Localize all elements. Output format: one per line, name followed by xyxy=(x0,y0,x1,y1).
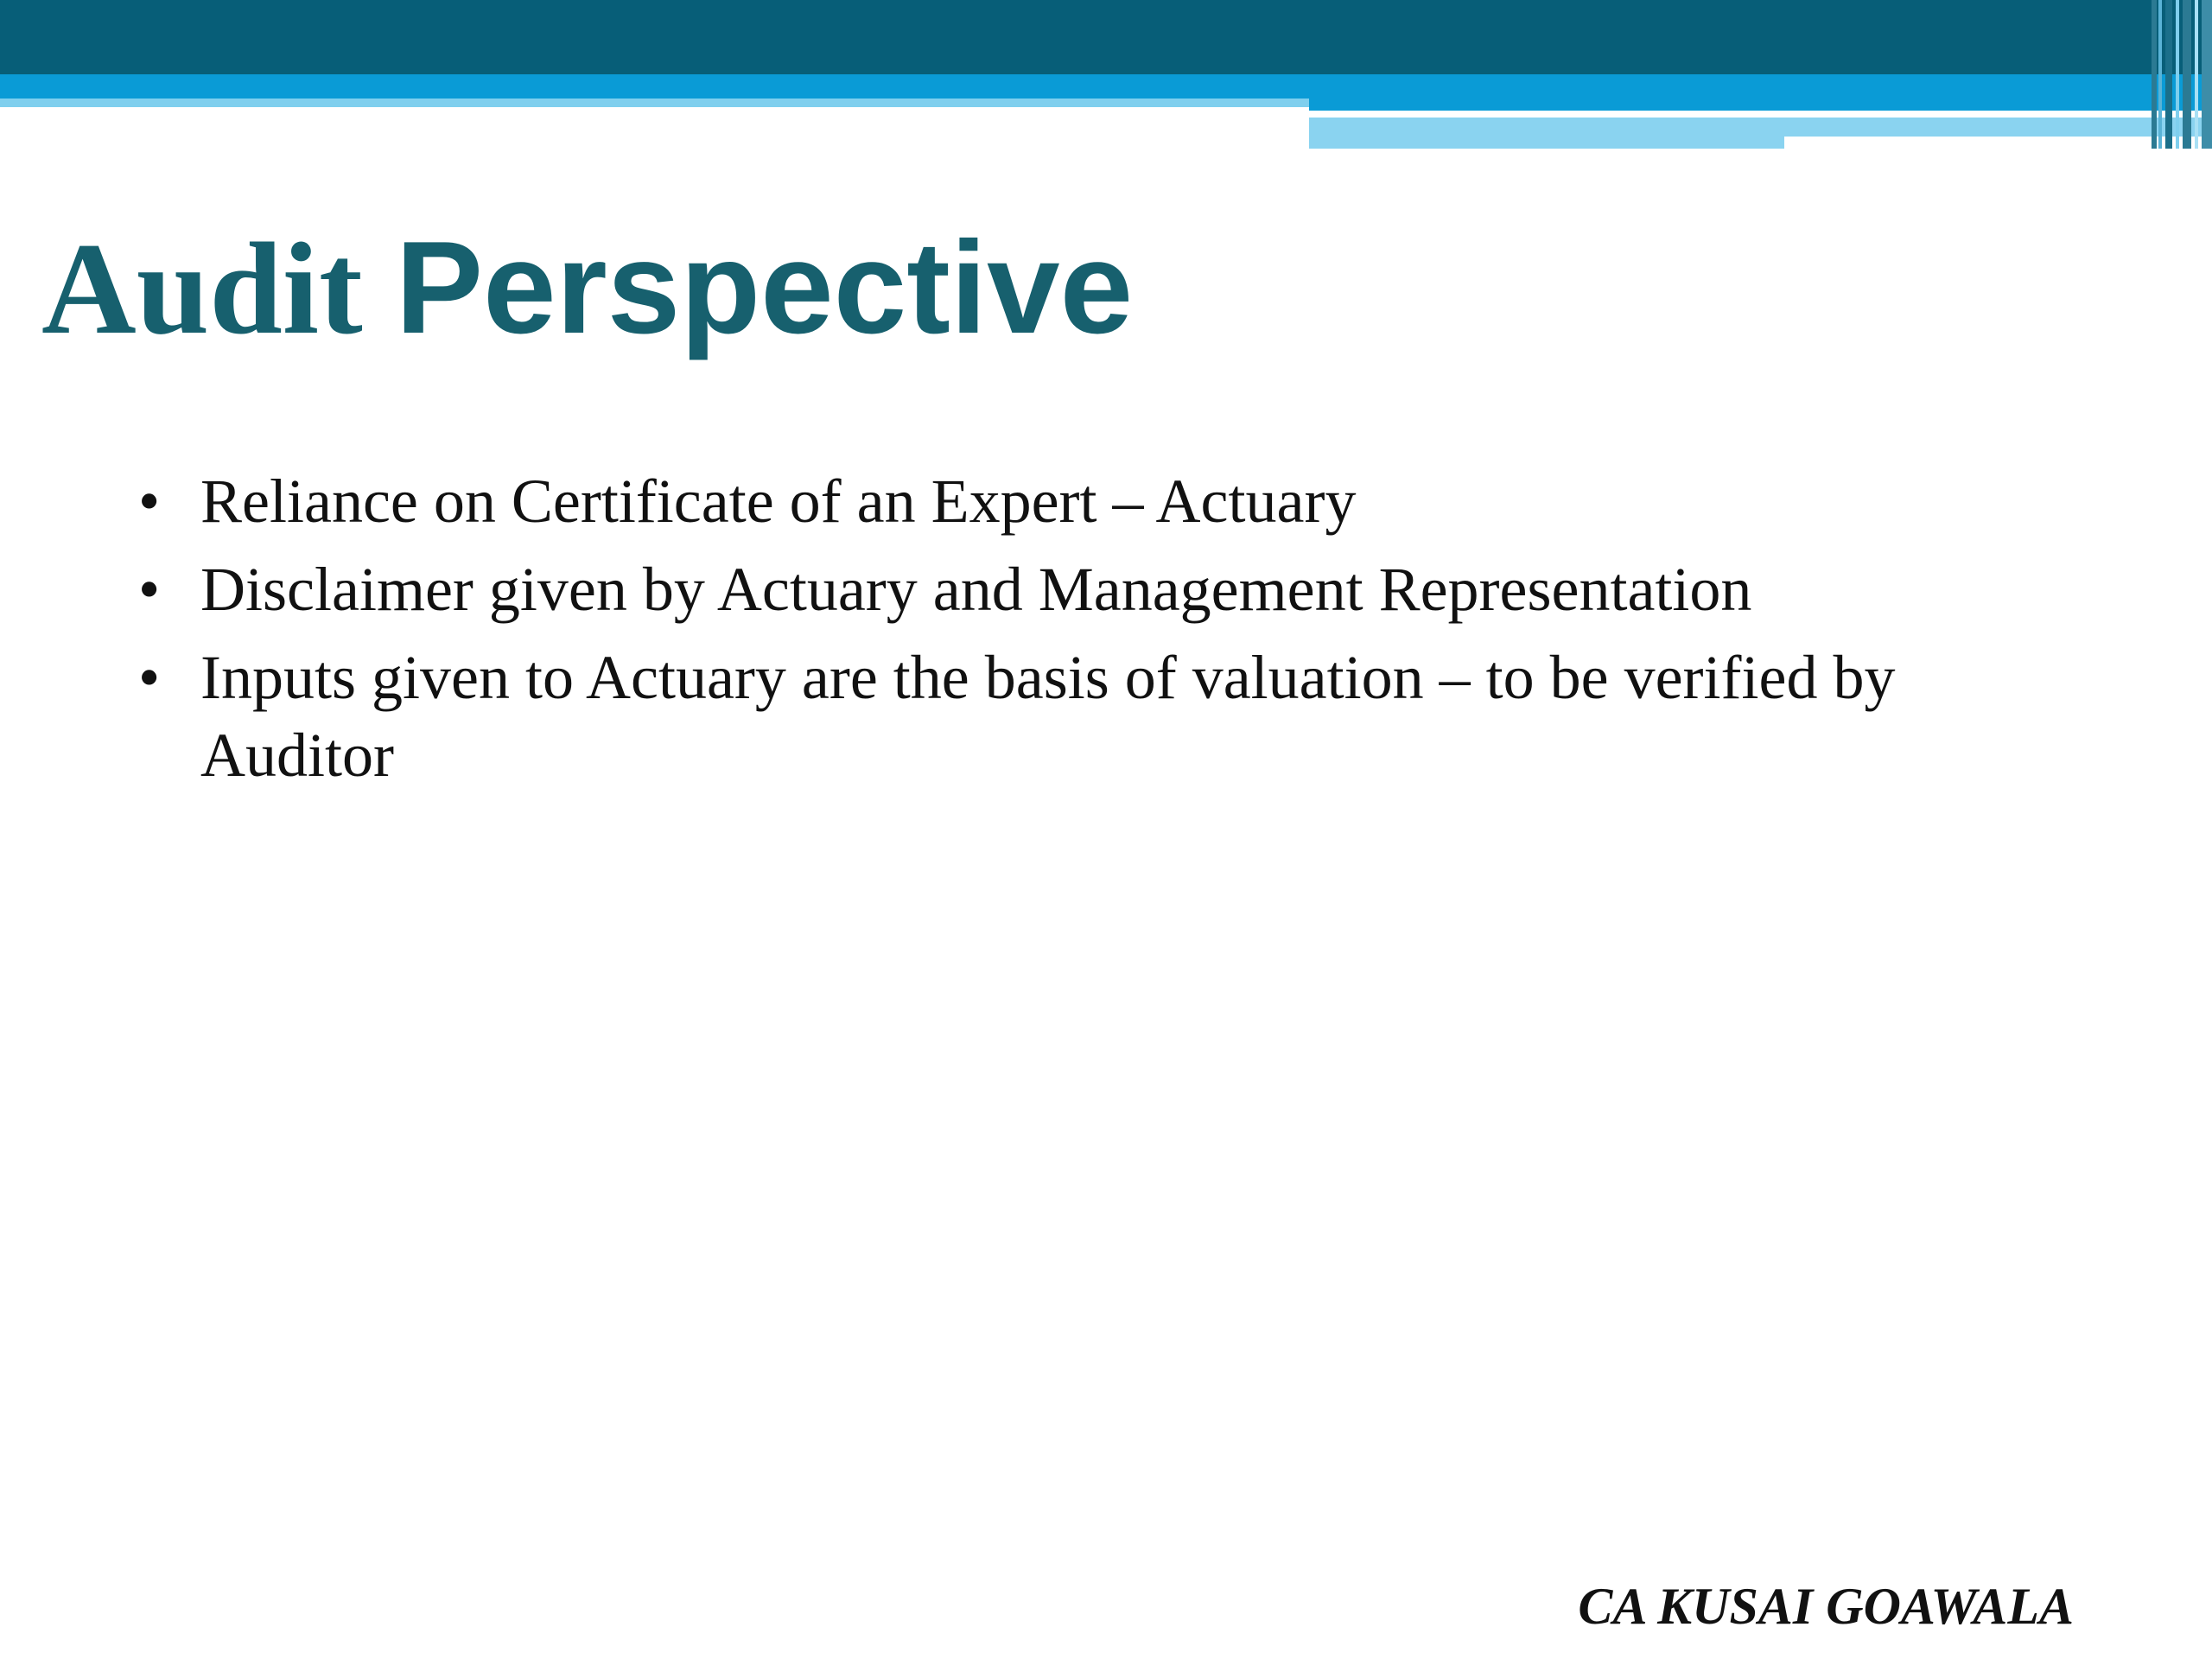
bullet-dot: • xyxy=(138,643,161,712)
header-stripe xyxy=(2165,0,2172,149)
slide-title-part2: Perspective xyxy=(395,214,1134,361)
header-stripe xyxy=(2183,0,2191,149)
bullet-item xyxy=(138,550,2039,628)
slide-title xyxy=(41,216,1133,361)
bullet-text: Reliance on Certificate of an Expert – Actuary xyxy=(200,467,1357,536)
slide-title-part1: Audit xyxy=(41,216,363,361)
header-band-light-right-bottom xyxy=(1309,137,1784,149)
header-band-blue-right xyxy=(1309,99,2212,111)
header-stripe xyxy=(2176,0,2179,149)
header-stripes xyxy=(2152,0,2212,149)
footer-author: CA KUSAI GOAWALA xyxy=(1578,1578,2074,1635)
header-stripe xyxy=(2195,0,2198,149)
bullet-item xyxy=(138,639,2039,794)
bullet-text: Inputs given to Actuary are the basis of valuation – to be verified by Auditor xyxy=(200,643,1896,790)
bullet-dot: • xyxy=(138,467,161,536)
bullet-item xyxy=(138,462,2039,540)
header-white-line xyxy=(1309,111,2048,118)
bullet-text: Disclaimer given by Actuary and Management Representation xyxy=(200,555,1752,624)
header-band-blue xyxy=(0,74,2212,99)
header-stripe xyxy=(2158,0,2162,149)
header-band-dark xyxy=(0,0,2212,74)
header-band-light-right xyxy=(1309,118,2212,137)
header-stripe xyxy=(2152,0,2157,149)
header-stripe xyxy=(2202,0,2212,149)
bullet-list xyxy=(138,462,2039,804)
header-band-light-left xyxy=(0,99,1309,107)
bullet-dot: • xyxy=(138,555,161,624)
